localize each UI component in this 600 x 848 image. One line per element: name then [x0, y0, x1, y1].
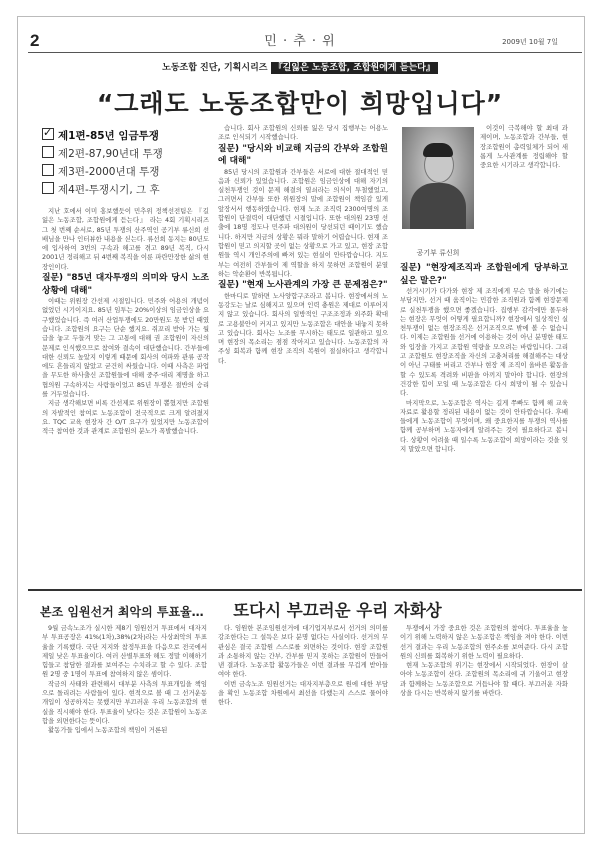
- article-column-3: [400, 262, 568, 579]
- section2-headline-a: 본조 임원선거 최악의 투표율…: [40, 605, 204, 619]
- section2-paragraph: 작금의 사태와 관련해서 대부분 사측의 투표개입을 책임으로 돌리려는 사람들이 있다. 현적으로 볼 때 그 선거운동 개입이 성공하지는 못했지만 부끄러운 우리 노동조합의 현실을 직시해야 한다. 투표율이 낮다는 것은 조합원이 노동조합을 외면한다는 뜻이다.: [42, 679, 207, 725]
- checkbox-checked-icon: [42, 128, 54, 140]
- series-banner: [40, 60, 560, 73]
- series-subtitle: 『길잃은 노동조합, 조합원에게 듣는다』: [271, 62, 438, 74]
- answer-4: 선거시기가 다가와 현장 제 조직에게 무슨 말을 하기에는 부담지만, 선거 때 움직이는 민감한 조직원과 함께 현장문제로 실천투쟁을 했으면 좋겠습니다. 집행부 감각에만 몰두하는 현장은 무엇이 어떻게 필요합니까? 현장에서 일상적인 실천투쟁이 없는 현장조직은 선거조직으로 밖에 볼 수 없습니다. 이제는 조합원들 선거에 이용하는 것이 아닌 분명한 태도와 입장을 가지고 조합원 역량을 모으려는 바람입니다. 그리고 조합원도 현장조직을 자신의 고충처리를 해결해주는 대상이 아닌 구태를 버리고 간부나 현장 제 조직이 올바른 활동을 할 수 있도록 격려와 비판을 아끼지 말아야 합니다. 현장의 건강한 힘이 모일 때 노동조합은 다시 희망이 될 수 있습니다.: [400, 287, 568, 398]
- checkbox-icon: [42, 182, 54, 194]
- intro-3: 이것이 극복해야 할 최대 과제이며, 노동조합과 간부들, 현장조합원이 총력일체가 되어 새롭게 노사관계를 정립해야 할 중요한 시기라고 생각합니다.: [480, 124, 568, 170]
- toc-item-1: ✓제1편-85년 임금투쟁: [42, 127, 227, 145]
- section2-paragraph: 현재 노동조합의 위기는 현장에서 시작되었다. 현장이 살아야 노동조합이 산다. 조합원의 목소리에 귀 기울이고 현장과 함께하는 노동조합으로 거듭나야 할 때다. 부끄러운 자화상을 다시는 반복하지 않기를 바란다.: [400, 661, 568, 698]
- page-number: 2: [30, 31, 40, 50]
- intro-paragraph: 지난 호에서 이미 홍보했듯이 민추위 정책선전팀은 『길 잃은 노동조합, 조합원에게 듣는다』 라는 4회 기획시리즈 그 첫 번째 순서로, 85년 투쟁의 산주역인 공기부 류신희 선배님을 만나 인터뷰한 내용을 싣는다. 류선희 동지는 80년도에 입사하여 3번의 구속과 해고를 겪고 89년 복직, 다시 2001년 정리해고 뒤 4번째 복직을 이룬 파란만장한 삶의 현장인이다.: [42, 207, 209, 271]
- answer-3: 한마디로 말하면 노사양합구조라고 봅니다. 현장에서의 노동강도는 날로 심해지고 있으며 인력 충원은 제대로 이루어지지 않고 있습니다. 회사의 일방적인 구조조정과 외주화 확대로 고용불안이 커지고 있지만 노동조합은 대안을 내놓지 못하고 있습니다. 회사는 노조를 무시하는 태도로 일관하고 있으며 현장의 목소리는 점점 작아지고 있습니다. 노동조합의 자주성 회복과 함께 현장 조직의 복원이 절실하다고 생각합니다.: [218, 291, 388, 365]
- answer-1-cont: 지금 생각해보면 비록 간선제로 위원장이 뽑혔지만 조합원의 자발적인 참여로 노동조합이 전국적으로 크게 알려졌지 요. TQC 교육 현장자 간 O/T 요구가 있었지만 노동조합이 적극 참여한 것과 관계로 조합원의 분노가 폭발했습니다.: [42, 399, 209, 436]
- section2-paragraph: 다. 임원한 본조임원선거에 대기업지부로서 선거의 의미를 강조한다는 그 설득은 보다 분명 없다는 사실이다. 선거의 무관심은 결국 조합원 스스로를 외면하는 것이다. 현장 조합원과 소통하지 않는 간부, 간부를 믿지 못하는 조합원이 만들어 낸 결과다. 노동조합 활동가들은 이번 결과를 무겁게 받아들여야 한다.: [218, 624, 388, 679]
- question-2: 질문) "당시와 비교해 지금의 간부와 조합원에 대해": [218, 143, 388, 167]
- checkbox-icon: [42, 164, 54, 176]
- section2-paragraph: 9월 금속노조가 실시한 제8기 임원선거 투표에서 대자지부 투표공장은 41%(1차),38%(2차)라는 사상최악의 투표율을 기록했다. 국단 지지와 참정투표을 다음으로 전국에서 제일 낮은 투표율이다. 여러 산별투표와 해도 정말 이해하기 힘들고 참담한 결과를 보여주는 수치라고 할 수 있다. 조합원 2명 중 1명이 투표에 참여하지 않은 셈이다.: [42, 624, 207, 679]
- section2-paragraph: 이번 금속노조 임원선거는 대자지부층으로 원에 대한 부담을 확인 노동조합 차원에서 최선을 다했는지 스스로 물어야 한다.: [218, 679, 388, 707]
- issue-date: 2009년 10월 7일: [502, 38, 558, 46]
- section2-paragraph: 활동가들 입에서 노동조합의 책임이 거론된: [48, 726, 168, 735]
- checkbox-icon: [42, 146, 54, 158]
- answer-1: 이때는 위원장 간선제 시절입니다. 민주와 어용의 개념이 없었던 시기이지요. 85년 임투는 20%이상의 임금인상을 요구했었습니다. 즉 여러 산업투쟁에도 20만원도 못 받던 때였습니다. 조합원의 요구는 단순 했지요. 쥐꼬리 받아 가는 월급을 놓고 두들겨 맞는 그 고통에 대해 권 조합원이 자신의 문제로 인식했으므로 참여와 결속이 대단했습니다. 간부들에 대한 신뢰도 높았지 이렇게 때문에 회사의 여파와 관류 공작에도 흔들리지 않았고 굳건히 싸웠습니다. 이때 사측은 파업을 무도한 하사출신 조합원들에 대해 중주·대리 제명을 하고 협의원 구속하지는 사람들이었고 85년 투쟁은 절반의 승리를 거두었습니다.: [42, 297, 209, 399]
- section2-column-1: [42, 624, 207, 824]
- interviewee-photo: [402, 127, 474, 229]
- question-1: 질문) "85년 대자투쟁의 의미와 당시 노조상황에 대해": [42, 273, 209, 296]
- series-toc: [42, 127, 227, 199]
- article-column-3-top: [480, 124, 568, 244]
- section-divider: [28, 589, 582, 591]
- section2-headline: [40, 597, 560, 621]
- section2-column-3: [400, 624, 568, 824]
- question-4: 질문) "현장제조직과 조합원에게 당부하고 싶은 말은?": [400, 263, 568, 286]
- series-title: 노동조합 진단, 기획시리즈: [162, 63, 268, 73]
- answer-4-cont: 마지막으로, 노동조합은 역사는 길게 쭈빠도 함께 해 교육 자료로 활용할 정리된 내용이 없는 것이 안타깝습니다. 후배들에게 노동조합이 무엇이며, 왜 중요한지를 투쟁의 역사를 함께 공부하며 노동자에게 알려주는 것이 필요하다고 봅니다. 상황이 어려울 때 일수록 노동조합이 희망이라는 것을 잊지 말았으면 합니다.: [400, 398, 568, 454]
- question-3: 질문) "현재 노사관계의 가장 큰 문제점은?": [218, 280, 388, 291]
- section2-column-2: [218, 624, 388, 824]
- toc-item-3: 제3편-2000년대 투쟁: [42, 163, 227, 181]
- toc-item-2: 제2편-87,90년대 투쟁: [42, 145, 227, 163]
- header-rule: [28, 52, 582, 53]
- section2-paragraph: 투쟁에서 가장 중요한 것은 조합원의 참여다. 투표율을 높이기 위해 노력하지 않은 노동조합은 책임을 져야 한다. 이번 선거 결과는 우리 노동조합의 현주소를 보여준다. 다시 조합원의 신뢰를 회복하기 위한 노력이 필요하다.: [400, 624, 568, 660]
- article-column-1: [42, 207, 209, 579]
- photo-caption: 공기부 류신희: [416, 249, 460, 257]
- toc-item-4: 제4편-투쟁시기, 그 후: [42, 181, 227, 199]
- main-headline: “그래도 노동조합만이 희망입니다”: [96, 89, 504, 118]
- article-column-2: [218, 124, 388, 579]
- masthead: 민 · 추 · 위: [264, 34, 336, 49]
- answer-1-end: 습니다. 회사 조합원의 신뢰를 잃은 당시 집행부는 어용노조로 인식되기 시작했습니다.: [218, 124, 388, 142]
- section2-headline-b: 또다시 부끄러운 우리 자화상: [233, 601, 442, 620]
- answer-2: 85년 당시의 조합원과 간부들은 서로에 대한 절대적인 믿음과 신뢰가 있었습니다. 조합원은 임금인상에 대해 자기의 실천투쟁인 것이 문제 해결의 열쇠라는 의식이 투철했었고, 그러면서 간부들 또한 위원장의 말에 조합원이 책임감 있게 앞장서서 행동하였습니다. 현재 노조 조직력 2300여명의 조합원이 단결력이 대단했던 시절입니다. 또한 대의원 23명 선출에 18명 정도나 민주파 대의원이 당선되던 때이기도 했습니다. 하지만 지금의 상황은 뭐라 말하기 어렵습니다. 현재 조합원이 믿고 의지할 곳이 없는 상황으로 가고 있고, 현장 조합원들 역시 개인주의에 빠져 있는 현실이 안타깝습니다. 지도부는 여전히 간부들이 제 역할을 하지 못하면 조합원이 분열하는 악순환이 반복됩니다.: [218, 167, 388, 278]
